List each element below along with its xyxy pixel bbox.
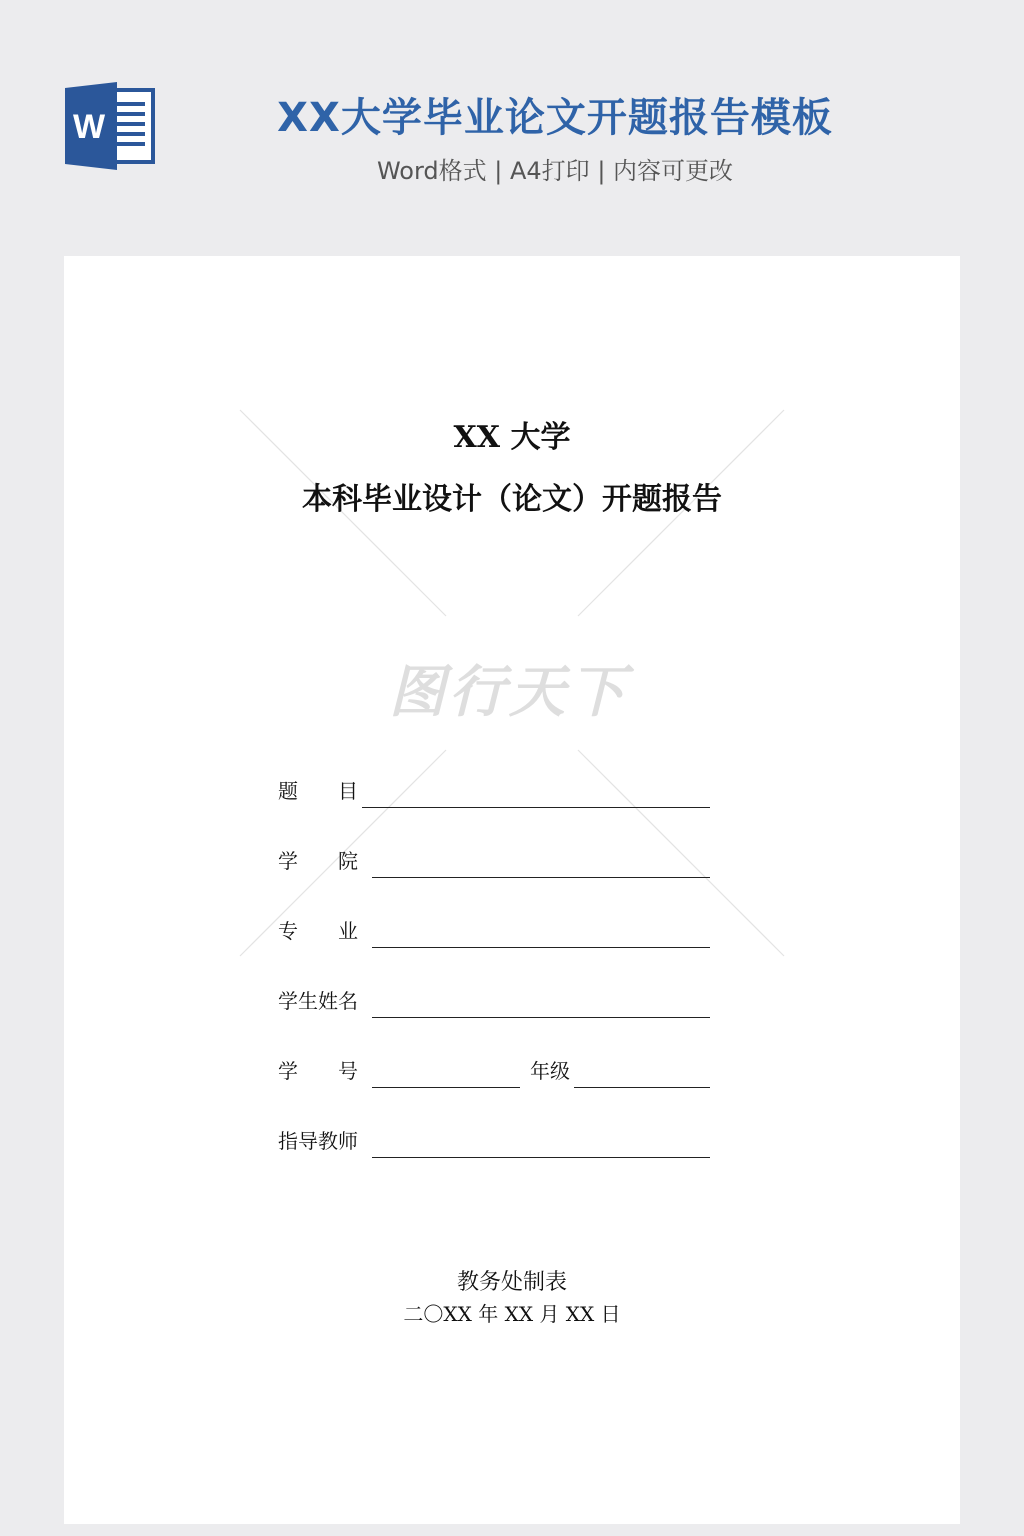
banner-title: XX大学毕业论文开题报告模板 [277, 95, 833, 141]
field-student-id-line[interactable] [372, 1087, 520, 1088]
document-date: 二〇XX 年 XX 月 XX 日 [403, 1302, 621, 1326]
field-advisor[interactable] [278, 1124, 718, 1158]
document-page [64, 256, 960, 1524]
field-topic-line[interactable] [362, 807, 710, 808]
field-grade-label: 年级 [530, 1059, 570, 1083]
field-student-name[interactable] [278, 984, 718, 1018]
document-issuer: 教务处制表 [456, 1270, 567, 1295]
field-student-id[interactable] [278, 1054, 718, 1088]
field-topic-label: 题 目 [278, 779, 358, 803]
document-title-report: 本科毕业设计（论文）开题报告 [302, 482, 722, 517]
word-icon [65, 82, 157, 170]
field-college[interactable] [278, 844, 718, 878]
field-advisor-line[interactable] [372, 1157, 710, 1158]
field-college-label: 学 院 [278, 849, 358, 873]
watermark-text: 图行天下 [389, 659, 629, 725]
field-student-id-label: 学 号 [278, 1059, 358, 1083]
field-major-line[interactable] [372, 947, 710, 948]
field-major[interactable] [278, 914, 718, 948]
banner-subtitle: Word格式 | A4打印 | 内容可更改 [376, 157, 734, 185]
document-title-university: XX 大学 [453, 420, 571, 455]
field-major-label: 专 业 [278, 919, 358, 943]
field-student-name-line[interactable] [372, 1017, 710, 1018]
field-grade-line[interactable] [574, 1087, 710, 1088]
word-icon-letter: W [72, 108, 106, 146]
field-advisor-label: 指导教师 [278, 1129, 358, 1153]
field-college-line[interactable] [372, 877, 710, 878]
field-student-name-label: 学生姓名 [278, 989, 358, 1013]
field-topic[interactable] [278, 774, 718, 808]
